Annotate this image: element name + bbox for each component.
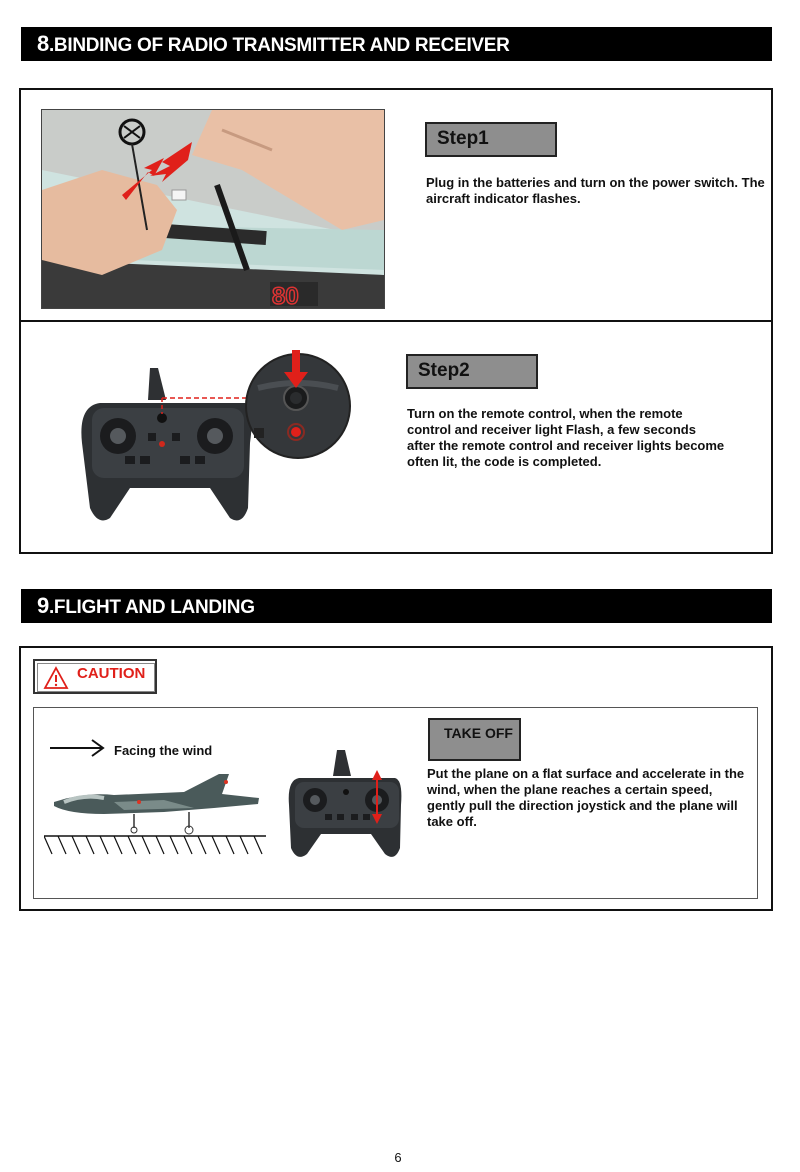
caution-badge	[33, 659, 157, 694]
plane-takeoff-illustration	[44, 762, 274, 862]
section-9-title: .FLIGHT AND LANDING	[48, 597, 255, 618]
section-9-number: 9	[37, 593, 49, 618]
step2-illustration	[70, 348, 360, 528]
step1-photo	[41, 109, 385, 309]
step1-label: Step1	[425, 122, 557, 157]
section-8-title: .BINDING OF RADIO TRANSMITTER AND RECEIVER	[48, 35, 510, 56]
section-8-number: 8	[37, 31, 49, 56]
remote-joystick-illustration	[285, 750, 410, 862]
right-arrow-icon	[50, 738, 106, 758]
caution-label: CAUTION	[77, 665, 146, 682]
facing-wind-label: Facing the wind	[114, 743, 213, 758]
takeoff-label: TAKE OFF	[428, 718, 521, 761]
warning-triangle-icon	[43, 666, 69, 690]
plugging-battery-illustration	[42, 110, 384, 308]
remote-control-illustration	[70, 348, 360, 528]
takeoff-text: Put the plane on a flat surface and accelerate in the wind, when the plane reaches a certain speed, gently pull the direction joystick and the plane will take off.	[427, 766, 745, 829]
page-number: 6	[394, 1150, 402, 1165]
section-9-header	[21, 589, 772, 623]
step2-text: Turn on the remote control, when the remote control and receiver light Flash, a few seconds after the remote control and receiver lights become often lit, the code is completed.	[407, 406, 725, 469]
step2-label: Step2	[406, 354, 538, 389]
section-8-header	[21, 27, 772, 61]
step1-text: Plug in the batteries and turn on the power switch. The aircraft indicator flashes.	[426, 175, 765, 206]
plane-number-80: 80	[272, 283, 299, 308]
step-divider	[19, 320, 773, 322]
